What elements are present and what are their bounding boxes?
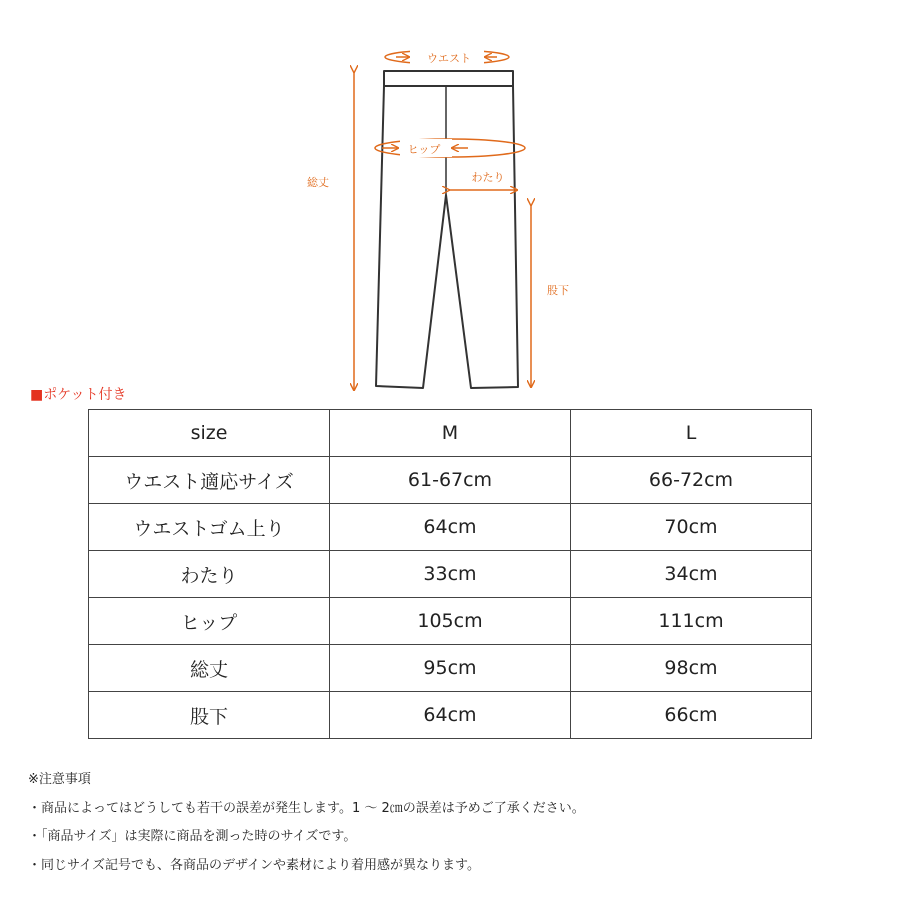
size-table [88, 409, 812, 739]
table-row [89, 551, 812, 598]
waist-label: ウエスト [427, 52, 471, 65]
row-label: 総丈 [89, 645, 330, 692]
cell-m: 33cm [330, 551, 571, 598]
hip-label: ヒップ [407, 143, 441, 156]
cell-m: 64cm [330, 504, 571, 551]
cell-l: 70cm [571, 504, 812, 551]
cell-m: 95cm [330, 645, 571, 692]
header-size: size [89, 410, 330, 457]
table-row [89, 598, 812, 645]
cell-m: 105cm [330, 598, 571, 645]
cell-m: 61-67cm [330, 457, 571, 504]
note-line: ・商品によってはどうしても若干の誤差が発生します。1 ～ 2㎝の誤差は予めご了承ください。 [28, 800, 585, 816]
length-label: 総丈 [307, 176, 329, 189]
row-label: わたり [89, 551, 330, 598]
row-label: ウエスト適応サイズ [89, 457, 330, 504]
cell-l: 34cm [571, 551, 812, 598]
notes-title: ※注意事項 [28, 772, 91, 787]
pocket-note: ■ポケット付き [30, 387, 127, 403]
table-row [89, 457, 812, 504]
table-row [89, 692, 812, 739]
pants-legs [376, 86, 518, 388]
notes-section [28, 766, 585, 880]
header-l: L [571, 410, 812, 457]
table-row [89, 504, 812, 551]
hip-measure [375, 139, 525, 157]
row-label: ウエストゴム上り [89, 504, 330, 551]
cell-m: 64cm [330, 692, 571, 739]
cell-l: 66cm [571, 692, 812, 739]
cell-l: 111cm [571, 598, 812, 645]
table-row [89, 645, 812, 692]
row-label: ヒップ [89, 598, 330, 645]
thigh-label: わたり [471, 171, 505, 184]
cell-l: 66-72cm [571, 457, 812, 504]
pants-measurement-diagram [0, 0, 900, 400]
note-line: ・同じサイズ記号でも、各商品のデザインや素材により着用感が異なります。 [28, 857, 481, 873]
waistband [384, 71, 513, 86]
cell-l: 98cm [571, 645, 812, 692]
inseam-label: 股下 [547, 284, 569, 297]
table-header-row [89, 410, 812, 457]
note-line: ・「商品サイズ」は実際に商品を測った時のサイズです。 [28, 829, 357, 844]
pants-outline [376, 71, 518, 388]
header-m: M [330, 410, 571, 457]
row-label: 股下 [89, 692, 330, 739]
